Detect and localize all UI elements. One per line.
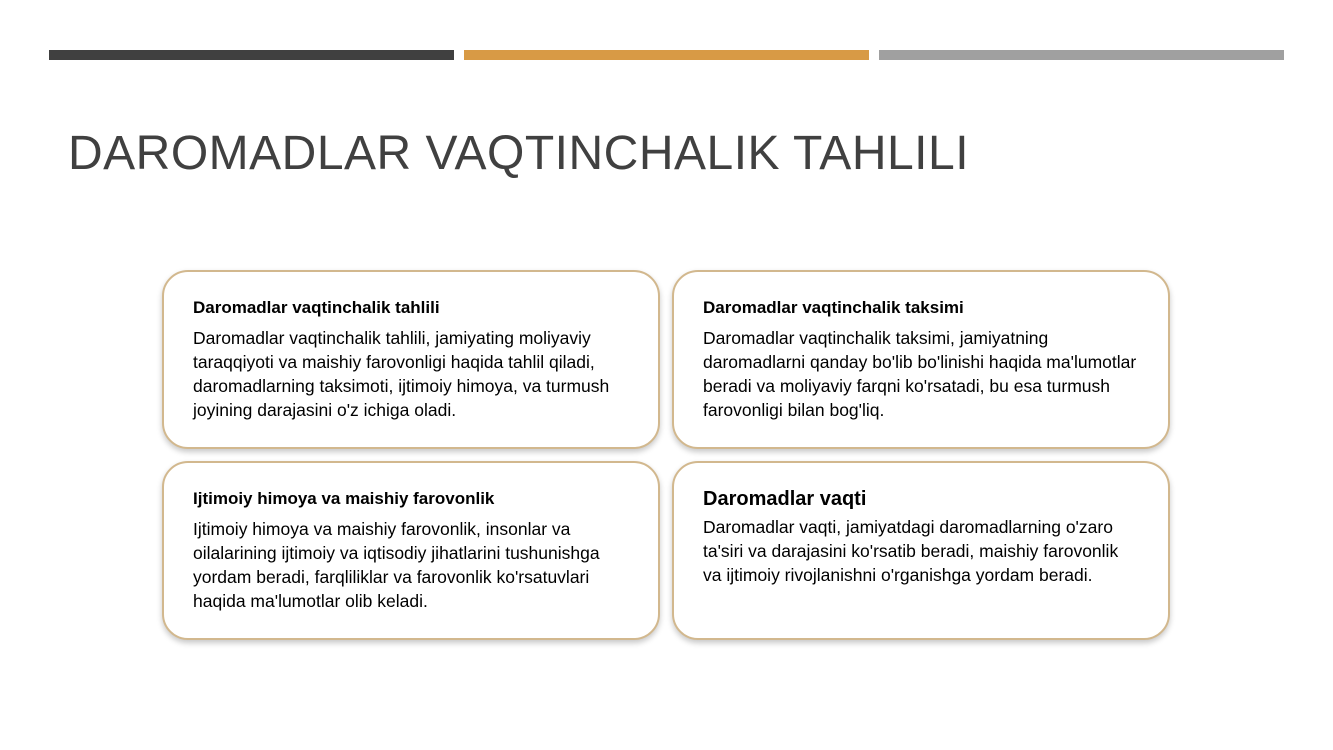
info-card-income-time	[672, 461, 1170, 640]
card-body: Daromadlar vaqtinchalik taksimi, jamiyatning daromadlarni qanday bo'lib bo'linishi haqida ma'lumotlar beradi va moliyaviy farqni ko'rsatadi, bu esa turmush farovonligi bilan bog'liq.	[703, 328, 1137, 420]
card-body: Ijtimoiy himoya va maishiy farovonlik, insonlar va oilalarining ijtimoiy va iqtisodiy jihatlarini tushunishga yordam beradi, farqliliklar va farovonlik ko'rsatuvlari haqida ma'lumotlar olib keladi.	[193, 519, 600, 611]
info-card-social-protection	[162, 461, 660, 640]
card-heading: Daromadlar vaqti	[703, 488, 867, 510]
top-bar-dark	[49, 50, 454, 60]
card-body: Daromadlar vaqtinchalik tahlili, jamiyating moliyaviy taraqqiyoti va maishiy farovonligi haqida tahlil qiladi, daromadlarning taksimoti, ijtimoiy himoya, va turmush joyining darajasini o'z ichiga oladi.	[193, 328, 610, 420]
info-card-income-analysis	[162, 270, 660, 449]
card-heading: Daromadlar vaqtinchalik tahlili	[193, 298, 440, 317]
card-heading: Daromadlar vaqtinchalik taksimi	[703, 298, 964, 317]
slide-title: DAROMADLAR VAQTINCHALIK TAHLILI	[68, 127, 970, 180]
top-bar-accent	[464, 50, 869, 60]
card-body: Daromadlar vaqti, jamiyatdagi daromadlarning o'zaro ta'siri va darajasini ko'rsatib beradi, maishiy farovonlik va ijtimoiy rivojlanishni o'rganishga yordam beradi.	[703, 517, 1119, 585]
card-heading: Ijtimoiy himoya va maishiy farovonlik	[193, 489, 495, 508]
info-card-income-distribution	[672, 270, 1170, 449]
top-bar-light	[879, 50, 1284, 60]
